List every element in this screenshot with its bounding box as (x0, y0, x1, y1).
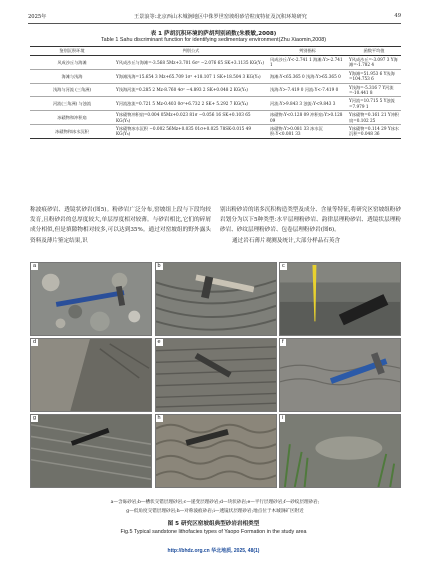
header-title: 王景浪等:北京西山木城涧地区中侏罗世窑坡组砂岩粒度特征及沉积环境研究 (133, 13, 307, 20)
table-cell: Y冰碛物=0.161 21 Y冲积扇=0.102 25 (347, 111, 401, 125)
table-header-cell: 判别公式 (114, 47, 268, 56)
photo-grid (30, 262, 401, 488)
header-page-number: 49 (394, 13, 401, 19)
panel-label: e (157, 339, 161, 345)
body-column-right (220, 205, 401, 246)
table-row (30, 111, 401, 125)
table-cell: Y海滩=51.953 6 Y浅海=104.753 6 (347, 69, 401, 83)
panel-label: d (33, 339, 37, 345)
table-caption-cn: 表 1 萨胡沉积环境的萨胡判别函数(朱筱敏,2008) (150, 31, 277, 37)
figure-caption-en: Fig.5 Typical sandstone lithofacies types of Yaopo Formation in the study area (120, 529, 307, 535)
table-cell: 海滩:Y<65.365 0 浅海:Y>65.365 0 (268, 69, 347, 83)
panel-label: b (157, 263, 161, 269)
table-cell: 河流(三角洲) 与浊流 (30, 97, 114, 111)
photo-panel-i (279, 414, 401, 488)
photo-panel-a (30, 262, 152, 336)
table-cell: 河流:Y>9.843 3 浊流:Y<9.843 3 (268, 97, 347, 111)
panel-label: f (282, 339, 284, 345)
table-row (30, 56, 401, 70)
photo-panel-f (279, 338, 401, 412)
table-cell: 浅海与河流 (三角洲) (30, 83, 114, 97)
table-cell: Y浅海=-5.316 7 Y河流=-10.441 8 (347, 83, 401, 97)
body-paragraph: 通过岩石薄片观测及统计,大部分样品石英含 (232, 237, 341, 244)
table-cell: 冰碛物和冰水沉积 (30, 125, 114, 139)
photo-panel-e (155, 338, 277, 412)
panel-label: i (282, 415, 284, 421)
header-rule (28, 23, 401, 24)
table-cell: Y河流=10.715 5 Y浊流=7.979 1 (347, 97, 401, 111)
panel-label: c (282, 263, 285, 269)
table-cell: Y冰碛物冲积扇=0.004 05Mz+0.023 81σ −0.056 16 SK+0.103 65 KG(Y₅) (114, 111, 268, 125)
table-cell: 风成沙丘:Y<-2.741 1 海滩:Y>-2.741 1 (268, 56, 347, 70)
table-header-cell: 鉴别沉积环境 (30, 47, 114, 56)
figure-legend (40, 498, 390, 516)
photo-panel-g (30, 414, 152, 488)
photo-panel-c (279, 262, 401, 336)
table-cell: Y海滩浅海=15.654 3 Mz+65.709 1σ² +18.107 1 SK+18.504 3 KG(Y₂) (114, 69, 268, 83)
running-header (28, 11, 401, 21)
table-cell: 冰碛物:Y<0.128 09 冲积扇:Y>0.128 09 (268, 111, 347, 125)
body-paragraph: 别出粉砂岩的诸多沉积构造类型及成分、含量等特征,将研究区窑坡组粉砂岩划分为以下5种类型:水平层理粉砂岩、韵律层理粉砂岩、透镜状层理粉砂岩、砂纹层理粉砂岩、包卷层理粉砂岩(图6)。 (220, 207, 401, 234)
table-cell: 浅海:Y>-7.419 0 河流:Y<-7.419 0 (268, 83, 347, 97)
table-cell: Y浅海河流=0.285 2 Mz-8.760 4σ² −4.893 2 SK+0.048 2 KG(Y₃) (114, 83, 268, 97)
table-header-row (30, 47, 401, 56)
panel-label: g (33, 415, 37, 421)
panel-label: a (33, 263, 37, 269)
table-header-cell: 判别指标 (268, 47, 347, 56)
page-footer: http://bhdz.org.cn 华北地质, 2025, 48(1) (167, 548, 260, 554)
table-caption-en: Table 1 Sahu discriminant function for identifying sedimentary environment(Zhu Xiaomin,2008) (100, 37, 327, 43)
table-cell: Y冰碛物=0.114 29 Y冰水沉积=0.048 36 (347, 125, 401, 139)
table-row (30, 69, 401, 83)
table-cell: Y风成沙丘与海滩=-3.568 5Mz+3.701 6σ² −2.076 65 SK+3.1135 KG(Y₁) (114, 56, 268, 70)
photo-panel-b (155, 262, 277, 336)
legend-line: a—含砾砂岩;b—槽状交错层理砂岩;c—递变层理砂岩;d—块状砂岩;e—平行层理砂岩;f—砂纹层理砂岩; (110, 500, 320, 505)
discriminant-table (30, 46, 401, 139)
body-paragraph: 称波痕砂岩、透镜状砂岩(图5)。粉砂岩广泛分布,窑坡组上段与下段均较发育,且粉砂岩的总厚度较大,单层厚度相对较薄。与砂岩相比,它们的碎屑成分相似,但是填隙物相对较多,可以达到35%。通过对窑坡组的野外露头资料及薄片鉴定结果,识 (30, 207, 211, 244)
table-row (30, 125, 401, 139)
photo-panel-h (155, 414, 277, 488)
table-row (30, 97, 401, 111)
table-cell: 冰碛物和冲积扇 (30, 111, 114, 125)
legend-line: g—低角度交错层理砂岩;h—对称波痕砂岩;i—透镜状层理砂岩;地点位于木城涧矿区附近 (126, 509, 304, 514)
table-cell: 海滩与浅海 (30, 69, 114, 83)
table-header-cell: 函数平均值 (347, 47, 401, 56)
figure-caption-cn: 图 5 研究区窑坡组典型砂岩岩相类型 (167, 521, 260, 527)
body-column-left (30, 205, 211, 246)
table-cell: 冰碛物:Y>0.081 33 冰水沉积:Y<0.081 33 (268, 125, 347, 139)
header-year: 2025年 (28, 13, 47, 20)
table-cell: 风成沙丘与海滩 (30, 56, 114, 70)
table-row (30, 83, 401, 97)
table-cell: Y冰碛物冰水沉积 −0.002 56Mz+0.035 01σ+0.025 78SK-0.015 49 KG(Y₆) (114, 125, 268, 139)
panel-label: h (157, 415, 161, 421)
table-cell: Y风成沙丘=-3.097 3 Y海滩=-1.782 4 (347, 56, 401, 70)
photo-panel-d (30, 338, 152, 412)
table-cell: Y河流浊流=0.721 5 Mz-0.403 0σ²+6.732 2 SK+ 5.292 7 KG(Y₄) (114, 97, 268, 111)
